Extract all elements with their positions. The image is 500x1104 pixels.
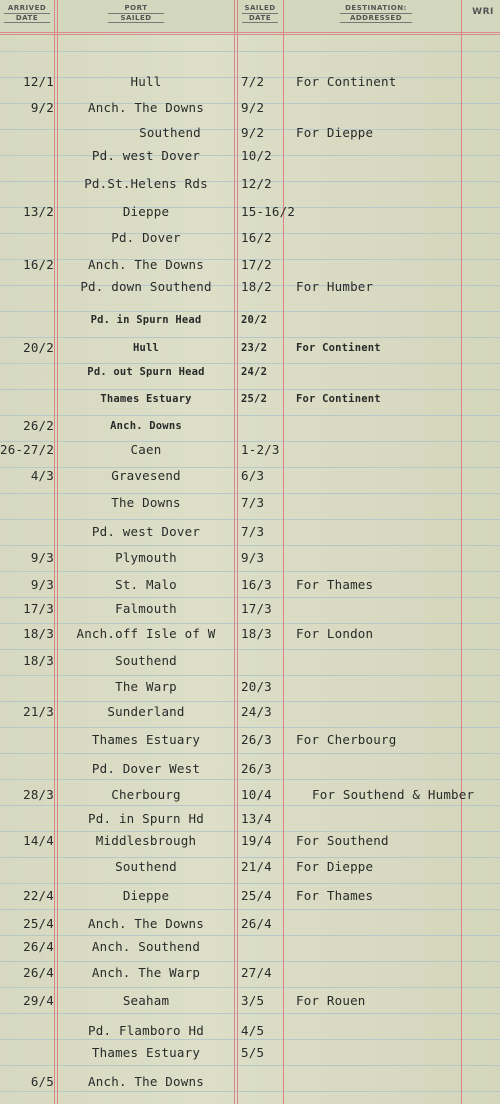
port-name: Pd. west Dover xyxy=(91,148,201,163)
port-name: Southend xyxy=(139,125,201,140)
port-name: Pd.St.Helens Rds xyxy=(84,176,208,191)
sailed-date: 6/3 xyxy=(241,468,265,483)
port-name: Thames Estuary xyxy=(100,393,192,405)
port-name: Gravesend xyxy=(111,468,181,483)
arrived-date: 14/4 xyxy=(23,833,54,848)
port-name: The Warp xyxy=(115,679,177,694)
sailed-date: 7/3 xyxy=(241,495,265,510)
port-name: Anch. The Downs xyxy=(88,257,204,272)
sailed-date: 1-2/3 xyxy=(241,442,280,457)
sailed-date: 26/3 xyxy=(241,732,272,747)
header-sailed-top: SAILED xyxy=(244,4,276,12)
column-rule-arrived xyxy=(54,0,58,1104)
destination: For Thames xyxy=(296,888,374,903)
arrived-date: 16/2 xyxy=(23,257,54,272)
sailed-date: 20/3 xyxy=(241,679,272,694)
destination: For Rouen xyxy=(296,993,366,1008)
port-name: The Downs xyxy=(111,495,181,510)
port-name: Hull xyxy=(132,342,160,354)
arrived-date: 25/4 xyxy=(23,916,54,931)
sailed-date: 25/4 xyxy=(241,888,272,903)
arrived-date: 29/4 xyxy=(23,993,54,1008)
destination: For Dieppe xyxy=(296,859,374,874)
sailed-date: 7/2 xyxy=(241,74,265,89)
arrived-date: 6/5 xyxy=(30,1074,54,1089)
sailed-date: 26/3 xyxy=(241,761,272,776)
arrived-date: 18/3 xyxy=(23,653,54,668)
sailed-date: 15-16/2 xyxy=(241,204,296,219)
sailed-date: 5/5 xyxy=(241,1045,265,1060)
port-name: Falmouth xyxy=(115,601,177,616)
sailed-date: 27/4 xyxy=(241,965,272,980)
sailed-date: 19/4 xyxy=(241,833,272,848)
port-name: Southend xyxy=(115,859,177,874)
port-name: Anch. The Downs xyxy=(88,1074,204,1089)
arrived-date: 12/1 xyxy=(23,74,54,89)
port-name: Caen xyxy=(130,442,162,457)
header-port xyxy=(108,4,164,23)
port-name: Thames Estuary xyxy=(91,1045,201,1060)
column-rule-port xyxy=(234,0,238,1104)
arrived-date: 26/4 xyxy=(23,965,54,980)
sailed-date: 24/3 xyxy=(241,704,272,719)
header-port-bottom: SAILED xyxy=(108,13,164,23)
port-name: Hull xyxy=(130,74,162,89)
sailed-date: 7/3 xyxy=(241,524,265,539)
header-destination-bottom: ADDRESSED xyxy=(340,13,412,23)
port-name: Pd. west Dover xyxy=(91,524,201,539)
arrived-date: 21/3 xyxy=(23,704,54,719)
sailed-date: 18/3 xyxy=(241,626,272,641)
port-name: St. Malo xyxy=(115,577,177,592)
destination: For Humber xyxy=(296,279,374,294)
sailed-date: 20/2 xyxy=(241,314,268,326)
destination: For Continent xyxy=(296,74,397,89)
sailed-date: 18/2 xyxy=(241,279,272,294)
port-name: Anch.off Isle of W xyxy=(76,626,216,641)
arrived-date: 28/3 xyxy=(23,787,54,802)
port-name: Pd. Flamboro Hd xyxy=(88,1023,204,1038)
sailed-date: 4/5 xyxy=(241,1023,265,1038)
port-name: Pd. down Southend xyxy=(80,279,212,294)
port-name: Seaham xyxy=(122,993,170,1008)
header-rule-2 xyxy=(0,34,500,35)
sailed-date: 13/4 xyxy=(241,811,272,826)
header-destination-top: DESTINATION: xyxy=(345,4,407,12)
port-name: Thames Estuary xyxy=(91,732,201,747)
arrived-date: 22/4 xyxy=(23,888,54,903)
destination: For London xyxy=(296,626,374,641)
header-arrived xyxy=(4,4,50,23)
port-name: Dieppe xyxy=(122,204,170,219)
sailed-date: 16/3 xyxy=(241,577,272,592)
sailed-date: 9/3 xyxy=(241,550,265,565)
arrived-date: 9/3 xyxy=(30,550,54,565)
sailed-date: 21/4 xyxy=(241,859,272,874)
port-name: Anch. The Downs xyxy=(88,916,204,931)
sailed-date: 9/2 xyxy=(241,125,265,140)
header-wri xyxy=(468,8,498,16)
column-rule-destination xyxy=(461,0,462,1104)
port-name: Dieppe xyxy=(122,888,170,903)
port-name: Pd. out Spurn Head xyxy=(87,366,205,378)
sailed-date: 9/2 xyxy=(241,100,265,115)
sailed-date: 17/3 xyxy=(241,601,272,616)
header-destination xyxy=(340,4,412,23)
sailed-date: 23/2 xyxy=(241,342,268,354)
port-name: Pd. Dover xyxy=(111,230,181,245)
sailed-date: 12/2 xyxy=(241,176,272,191)
port-name: Anch. Southend xyxy=(91,939,201,954)
port-name: Pd. in Spurn Head xyxy=(90,314,202,326)
destination: For Southend & Humber xyxy=(312,787,475,802)
header-wri-text: WRI xyxy=(472,7,494,17)
port-name: Sunderland xyxy=(107,704,185,719)
destination: For Dieppe xyxy=(296,125,374,140)
header-port-top: PORT xyxy=(124,4,148,12)
arrived-date: 17/3 xyxy=(23,601,54,616)
arrived-date: 20/2 xyxy=(23,340,54,355)
arrived-date: 9/2 xyxy=(30,100,54,115)
sailed-date: 26/4 xyxy=(241,916,272,931)
destination: For Continent xyxy=(296,342,381,354)
sailed-date: 16/2 xyxy=(241,230,272,245)
port-name: Anch. Downs xyxy=(110,420,182,432)
port-name: Anch. The Downs xyxy=(88,100,204,115)
arrived-date: 4/3 xyxy=(30,468,54,483)
destination: For Thames xyxy=(296,577,374,592)
arrived-date: 26/2 xyxy=(23,418,54,433)
arrived-date: 9/3 xyxy=(30,577,54,592)
port-name: Plymouth xyxy=(115,550,177,565)
destination: For Southend xyxy=(296,833,389,848)
sailed-date: 10/2 xyxy=(241,148,272,163)
header-arrived-top: ARRIVED xyxy=(7,4,47,12)
port-name: Cherbourg xyxy=(111,787,181,802)
header-rule xyxy=(0,32,500,33)
port-name: Middlesbrough xyxy=(95,833,197,848)
header-arrived-bottom: DATE xyxy=(4,13,50,23)
port-name: Anch. The Warp xyxy=(91,965,201,980)
port-name: Pd. in Spurn Hd xyxy=(88,811,204,826)
arrived-date: 13/2 xyxy=(23,204,54,219)
arrived-date: 26-27/2 xyxy=(0,442,55,457)
sailed-date: 24/2 xyxy=(241,366,268,378)
header-sailed-bottom: DATE xyxy=(242,13,278,23)
sailed-date: 17/2 xyxy=(241,257,272,272)
sailed-date: 3/5 xyxy=(241,993,265,1008)
arrived-date: 26/4 xyxy=(23,939,54,954)
destination: For Cherbourg xyxy=(296,732,397,747)
sailed-date: 25/2 xyxy=(241,393,268,405)
sailed-date: 10/4 xyxy=(241,787,272,802)
port-name: Pd. Dover West xyxy=(91,761,201,776)
arrived-date: 18/3 xyxy=(23,626,54,641)
destination: For Continent xyxy=(296,393,381,405)
port-name: Southend xyxy=(115,653,177,668)
header-sailed xyxy=(242,4,278,23)
